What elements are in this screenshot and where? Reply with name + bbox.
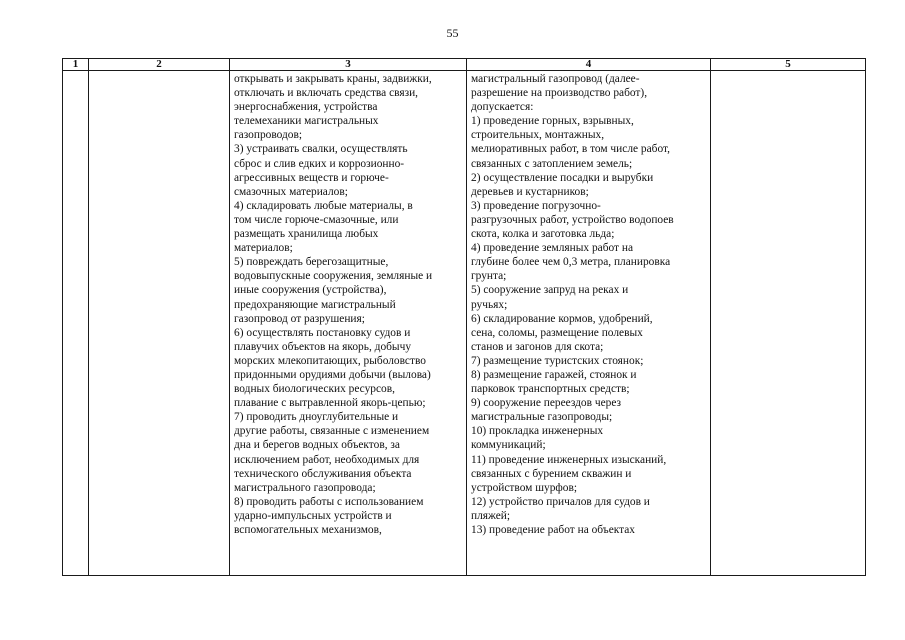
col4-text-line: ручьях; [471,298,508,311]
prohibited-actions-text [230,71,466,537]
col4-text-line: 11) проведение инженерных изысканий, [471,453,667,466]
col3-text-line: иные сооружения (устройства), [234,284,387,297]
col3-text-line: том числе горюче-смазочные, или [234,213,399,226]
col3-text-line: газопровод от разрушения; [234,312,365,325]
col4-text-line: 13) проведение работ на объектах [471,524,636,536]
col4-text-line: скота, колка и заготовка льда; [471,228,615,241]
col3-text-line: материалов; [234,242,293,255]
col3-text-line: магистрального газопровода; [234,481,376,494]
col4-text-line: сена, соломы, размещение полевых [471,326,643,339]
col4-text-line: грунта; [471,270,507,283]
col4-text-line: строительных, монтажных, [471,129,605,142]
column-header-2: 2 [89,59,230,71]
col4-text-line: устройством шурфов; [471,481,578,494]
cell-col-1 [63,71,89,576]
col4-text-line: коммуникаций; [471,439,546,452]
col4-text-line: магистральный газопровод (далее- [471,73,640,85]
col3-text-line: 4) складировать любые материалы, в [234,199,413,212]
col3-text-line: технического обслуживания объекта [234,467,412,480]
col3-text-line: телемеханики магистральных [234,115,379,128]
col4-text-line: глубине более чем 0,3 метра, планировка [471,256,671,269]
col3-text-line: водных биологических ресурсов, [234,383,395,396]
col3-text-line: отключать и включать средства связи, [234,87,419,100]
col3-text-line: водовыпускные сооружения, земляные и [234,270,433,283]
col3-text-line: предохраняющие магистральный [234,298,396,311]
col4-text-line: деревьев и кустарников; [471,185,589,198]
col3-text-line: 5) повреждать берегозащитные, [234,256,389,269]
column-header-5: 5 [711,59,866,71]
cell-col-3 [230,71,467,576]
col3-text-line: ударно-импульсных устройств и [234,509,392,522]
col3-text-line: 3) устраивать свалки, осуществлять [234,143,408,156]
col3-text-line: плавание с вытравленной якорь-цепью; [234,397,426,410]
col4-text-line: парковок транспортных средств; [471,383,630,396]
col3-text-line: дна и берегов водных объектов, за [234,439,400,452]
col4-text-line: 3) проведение погрузочно- [471,199,601,212]
col4-text-line: 10) прокладка инженерных [471,425,604,438]
col4-text-line: 6) складирование кормов, удобрений, [471,312,653,325]
col3-text-line: исключением работ, необходимых для [234,453,420,466]
col3-text-line: 6) осуществлять постановку судов и [234,326,411,339]
cell-col-2 [89,71,230,576]
col4-text-line: разгрузочных работ, устройство водопоев [471,213,674,226]
column-header-1: 1 [63,59,89,71]
col4-text-line: мелиоративных работ, в том числе работ, [471,143,670,156]
col3-text-line: морских млекопитающих, рыболовство [234,354,426,367]
col4-text-line: 9) сооружение переездов через [471,397,622,410]
col4-text-line: пляжей; [471,509,511,522]
col3-text-line: открывать и закрывать краны, задвижки, [234,73,432,85]
col4-text-line: связанных с бурением скважин и [471,467,632,480]
col4-text-line: станов и загонов для скота; [471,340,604,353]
regulation-table [62,58,866,576]
column-header-4: 4 [467,59,711,71]
col4-text-line: магистральные газопроводы; [471,411,613,424]
table-header-row [63,59,866,71]
col3-text-line: агрессивных веществ и горюче- [234,171,389,184]
col3-text-line: 7) проводить дноуглубительные и [234,411,399,424]
col3-text-line: смазочных материалов; [234,185,348,198]
col4-text-line: 8) размещение гаражей, стоянок и [471,368,637,381]
col4-text-line: 4) проведение земляных работ на [471,242,634,255]
cell-col-4 [467,71,711,576]
col3-text-line: вспомогательных механизмов, [234,524,382,536]
col3-text-line: 8) проводить работы с использованием [234,495,424,508]
col4-text-line: допускается: [471,101,534,114]
permitted-works-text [467,71,710,537]
col3-text-line: плавучих объектов на якорь, добычу [234,340,412,353]
col4-text-line: 7) размещение туристских стоянок; [471,354,644,367]
col4-text-line: 5) сооружение запруд на реках и [471,284,629,297]
col3-text-line: размещать хранилища любых [234,228,379,241]
page-number: 55 [446,26,459,40]
col3-text-line: энергоснабжения, устройства [234,101,378,114]
col4-text-line: 12) устройство причалов для судов и [471,495,650,508]
column-header-3: 3 [230,59,467,71]
col3-text-line: придонными орудиями добычи (вылова) [234,368,431,381]
cell-col-5 [711,71,866,576]
col3-text-line: сброс и слив едких и коррозионно- [234,157,405,170]
col4-text-line: разрешение на производство работ), [471,87,648,100]
table-row [63,71,866,576]
col3-text-line: газопроводов; [234,129,303,142]
col4-text-line: 1) проведение горных, взрывных, [471,115,634,128]
col4-text-line: 2) осуществление посадки и вырубки [471,171,654,184]
col3-text-line: другие работы, связанные с изменением [234,425,430,438]
col4-text-line: связанных с затоплением земель; [471,157,633,170]
